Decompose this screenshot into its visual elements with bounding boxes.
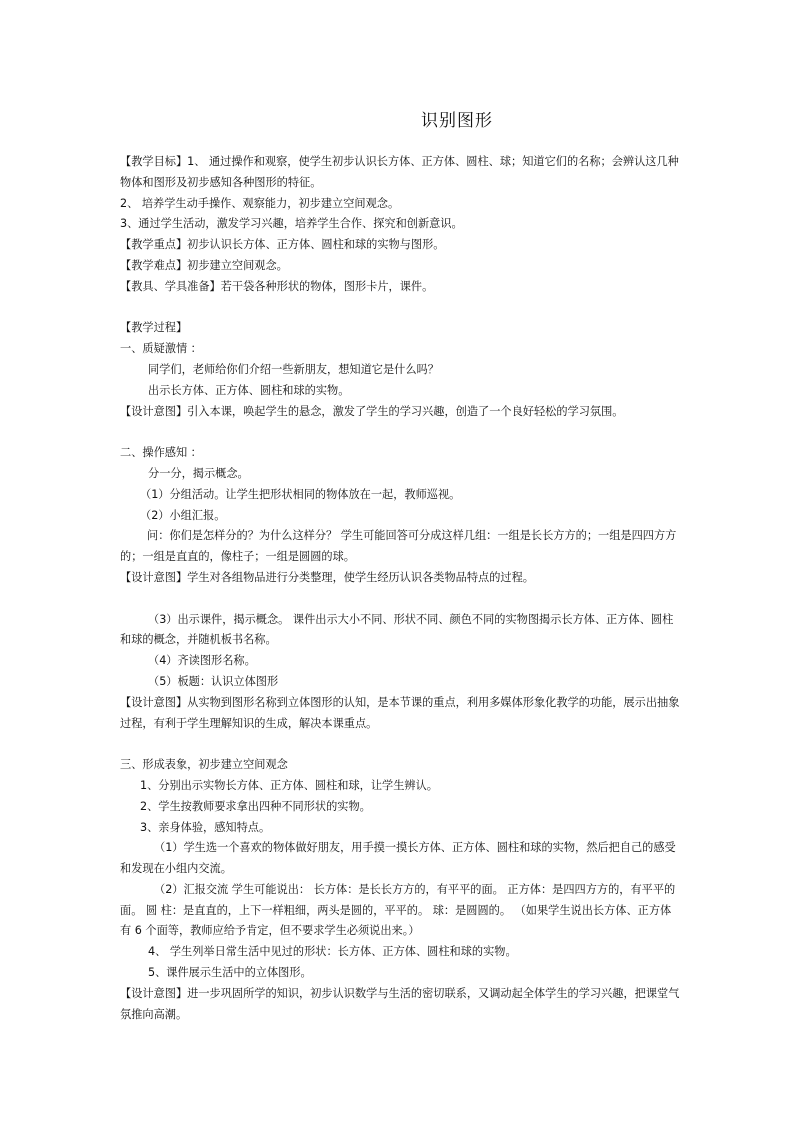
section2-line-4 <box>120 526 680 568</box>
section3-report: （2）汇报交流 学生可能说出： 长方体：是长长方方的，有平平的面。 正方体：是四四方方的，有平平的面。 圆 柱：是直直的，上下一样粗细，两头是圆的，平平的。 球：是圆圆的。 （如果学生说出长方体、正方体有 6 个面等，教师应给予肯定，但不要求学生必须说出来。） <box>120 882 676 938</box>
section3-line-7: 5、课件展示生活中的立体图形。 <box>148 966 312 980</box>
section2-design-1: 【设计意图】学生对各组物品进行分类整理，使学生经历认识各类物品特点的过程。 <box>120 570 534 584</box>
section3-line-4 <box>120 838 680 880</box>
section2-heading: 二、操作感知 ： <box>120 446 202 460</box>
section1-heading: 一、质疑激情 ： <box>120 342 202 356</box>
spacer <box>120 422 680 443</box>
section3-design: 【设计意图】进一步巩固所学的知识，初步认识数学与生活的密切联系，又调动起全体学生的学习兴趣，把课堂气氛推向高潮。 <box>120 986 680 1021</box>
page-title: 识别图形 <box>421 111 493 131</box>
spacer <box>120 589 680 610</box>
section3-touch: （1）学生选一个喜欢的物体做好朋友，用手摸一摸长方体、正方体、圆柱和球的实物，然后把自己的感受和发现在小组内交流。 <box>120 841 676 876</box>
section2-design-2: 【设计意图】从实物到图形名称到立体图形的认知，是本节课的重点，利用多媒体形象化教学的功能，展示出抽象过程，有利于学生理解知识的生成，解决本课重点。 <box>120 695 680 730</box>
section2-line-1: 分一分，揭示概念。 <box>148 466 249 480</box>
objective-2: 2、 培养学生动手操作、观察能力，初步建立空间观念。 <box>120 196 400 210</box>
section3-line-6: 4、 学生列举日常生活中见过的形状：长方体、正方体、圆柱和球的实物。 <box>148 945 517 959</box>
objective-1: 【教学目标】1、 通过操作和观察，使学生初步认识长方体、正方体、圆柱、球；知道它们的名称；会辨认这几种物体和图形及初步感知各种图形的特征。 <box>120 155 679 189</box>
spacer <box>120 298 680 319</box>
teaching-aids: 【教具、学具准备】若干袋各种形状的物体，图形卡片，课件。 <box>120 279 434 293</box>
section2-line-2: （1）分组活动。让学生把形状相同的物体放在一起，教师巡视。 <box>140 487 461 501</box>
section2-line-3: （2）小组汇报。 <box>140 508 226 522</box>
section3-line-2: 2、学生按教师要求拿出四种不同形状的实物。 <box>140 799 371 813</box>
section2-line-7: （5）板题：认识立体图形 <box>148 674 279 688</box>
section2-line-5 <box>120 610 680 652</box>
process-heading: 【教学过程】 <box>120 321 188 335</box>
section3-line-5 <box>120 880 680 942</box>
section1-line-1: 同学们，老师给你们介绍一些新朋友，想知道它是什么吗？ <box>148 362 439 376</box>
key-point: 【教学重点】初步认识长方体、正方体、圆柱和球的实物与图形。 <box>120 238 445 252</box>
section2-question: 问：你们是怎样分的？为什么这样分？ 学生可能回答可分成这样几组：一组是长长方方的；一组是四四方方的；一组是直直的，像柱子；一组是圆圆的球。 <box>120 529 677 564</box>
difficult-point: 【教学难点】初步建立空间观念。 <box>120 258 288 272</box>
section3-line-1: 1、分别出示实物长方体、正方体、圆柱和球，让学生辨认。 <box>140 778 438 792</box>
section2-line-6: （4）齐读图形名称。 <box>148 654 256 668</box>
objective-3: 3、通过学生活动，激发学习兴趣，培养学生合作、探究和创新意识。 <box>120 217 463 231</box>
section3-line-3: 3、亲身体验，感知特点。 <box>140 820 271 834</box>
section1-line-2: 出示长方体、正方体、圆柱和球的实物。 <box>148 383 350 397</box>
spacer <box>120 734 680 755</box>
section2-courseware: （3）出示课件，揭示概念。 课件出示大小不同、形状不同、颜色不同的实物图揭示长方体、正方体、圆柱和球的概念，并随机板书名称。 <box>120 612 674 647</box>
section3-heading: 三、形成表象，初步建立空间观念 <box>120 758 288 772</box>
document-body <box>120 152 680 1025</box>
section1-design: 【设计意图】引入本课，唤起学生的悬念，激发了学生的学习兴趣，创造了一个良好轻松的学习氛围。 <box>120 404 624 418</box>
